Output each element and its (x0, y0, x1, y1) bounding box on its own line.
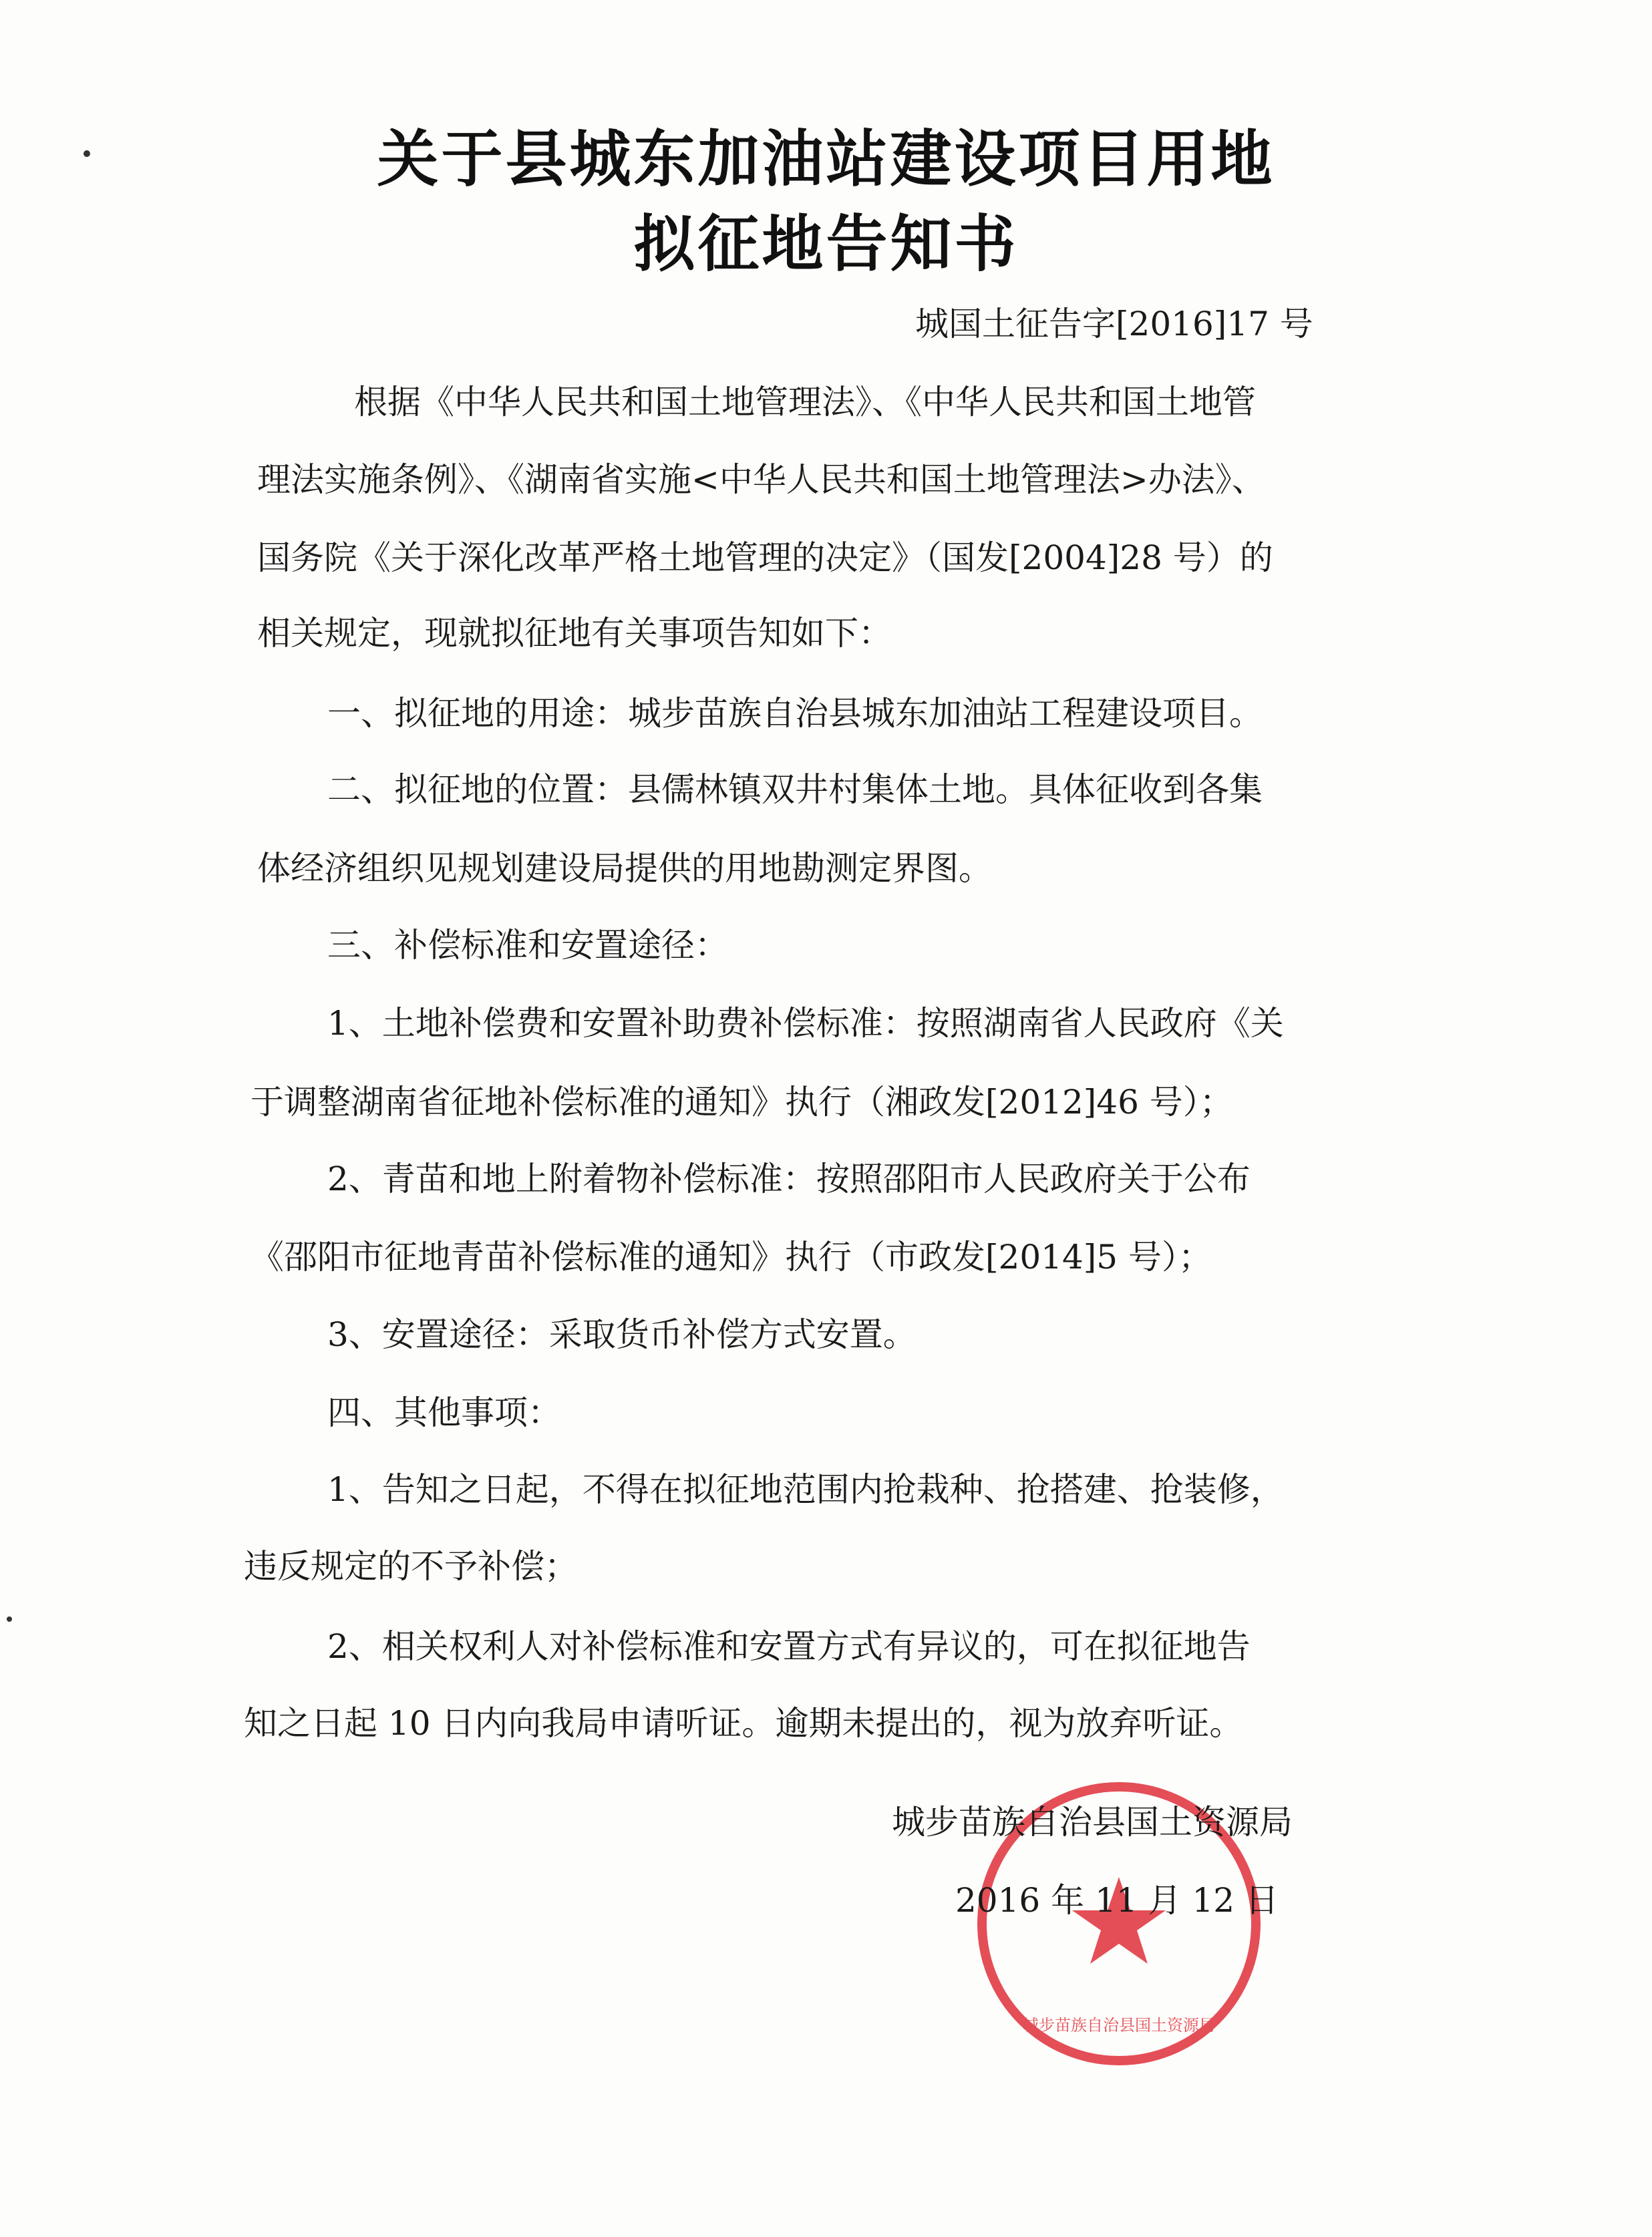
body-line: 国务院《关于深化改革严格土地管理的决定》（国发[2004]28 号）的 (257, 538, 1273, 577)
body-line: 一、拟征地的用途：城步苗族自治县城东加油站工程建设项目。 (327, 694, 1263, 733)
body-line: 2、青苗和地上附着物补偿标准：按照邵阳市人民政府关于公布 (327, 1160, 1251, 1198)
body-line: 根据《中华人民共和国土地管理法》、《中华人民共和国土地管 (354, 383, 1256, 421)
body-line: 四、其他事项： (327, 1393, 561, 1432)
body-line: 2、相关权利人对补偿标准和安置方式有异议的，可在拟征地告 (327, 1627, 1251, 1666)
body-line: 《邵阳市征地青苗补偿标准的通知》执行（市政发[2014]5 号）； (251, 1238, 1212, 1276)
scan-speck (7, 1616, 12, 1622)
signing-date: 2016 年 11 月 12 日 (955, 1881, 1279, 1920)
document-title-line-1: 关于县城东加油站建设项目用地 (377, 124, 1275, 195)
body-line: 3、安置途径：采取货币补偿方式安置。 (327, 1315, 917, 1354)
body-line: 于调整湖南省征地补偿标准的通知》执行（湘政发[2012]46 号）； (251, 1083, 1233, 1122)
body-line: 违反规定的不予补偿； (244, 1547, 578, 1586)
body-line: 体经济组织见规划建设局提供的用地勘测定界图。 (257, 849, 992, 888)
body-line: 知之日起 10 日内向我局申请听证。逾期未提出的，视为放弃听证。 (244, 1704, 1243, 1743)
body-line: 1、告知之日起，不得在拟征地范围内抢栽种、抢搭建、抢装修， (327, 1470, 1284, 1509)
body-line: 1、土地补偿费和安置补助费补偿标准：按照湖南省人民政府《关 (327, 1004, 1284, 1043)
document-number: 城国土征告字[2016]17 号 (915, 305, 1313, 343)
signer-organization: 城步苗族自治县国土资源局 (892, 1803, 1293, 1842)
seal-text: 城步苗族自治县国土资源局 (1023, 2016, 1215, 2035)
body-line: 理法实施条例》、《湖南省实施<中华人民共和国土地管理法>办法》、 (257, 460, 1265, 499)
body-line: 二、拟征地的位置：县儒林镇双井村集体土地。具体征收到各集 (327, 770, 1263, 809)
body-line: 三、补偿标准和安置途径： (327, 926, 728, 965)
document-title-line-2: 拟征地告知书 (633, 208, 1019, 280)
body-line: 相关规定，现就拟征地有关事项告知如下： (257, 614, 892, 653)
